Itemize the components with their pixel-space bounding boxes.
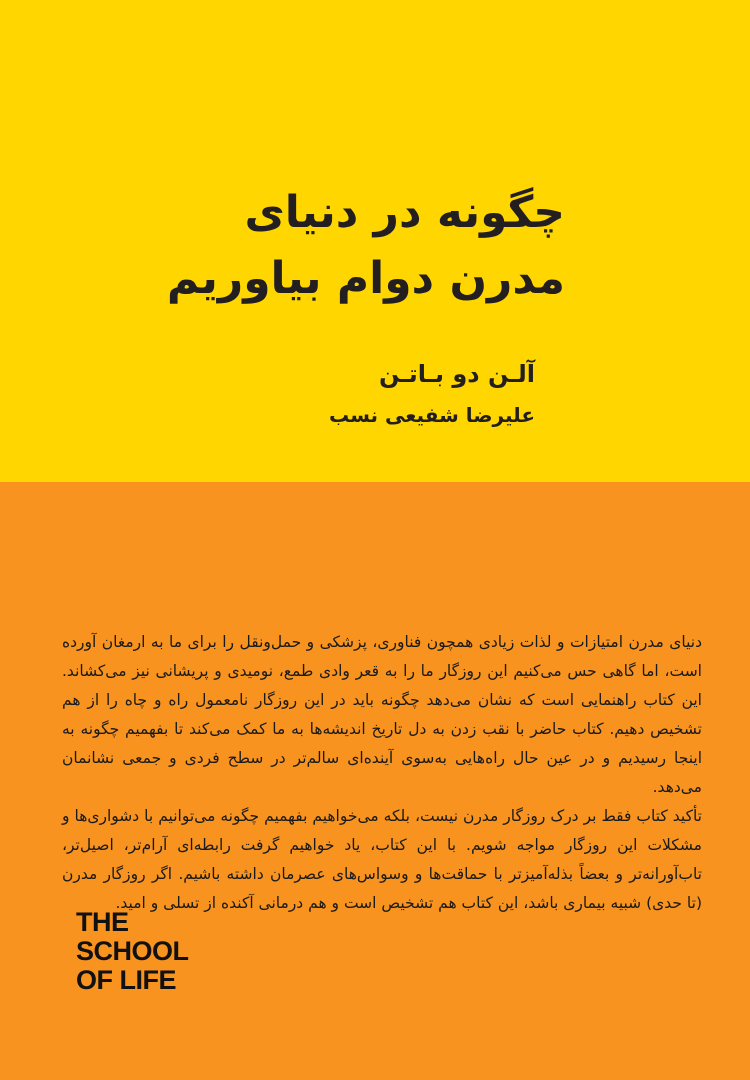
logo-line-1: THE xyxy=(76,907,129,937)
book-title-line-1: چگونه در دنیای xyxy=(244,187,565,238)
logo-line-3: OF LIFE xyxy=(76,965,176,995)
author-name: آلـن دو بـاتـن xyxy=(378,360,535,388)
book-title xyxy=(145,180,565,312)
logo-line-2: SCHOOL xyxy=(76,936,189,966)
book-title-line-2: مدرن دوام بیاوریم xyxy=(166,253,565,304)
translator-name: علیرضا شفیعی نسب xyxy=(329,403,535,427)
book-blurb xyxy=(62,628,702,918)
school-of-life-logo xyxy=(76,908,189,995)
blurb-paragraph-2: تأکید کتاب فقط بر درک روزگار مدرن نیست، بلکه می‌خواهیم بفهمیم چگونه می‌توانیم با دشواری‌ها و مشکلات این روزگار مواجه شویم. با این کتاب، یاد خواهیم گرفت رابطه‌ای آرام‌تر، اصیل‌تر، تاب‌آورانه‌تر و بعضاً بذله‌آمیزتر با حماقت‌ها و وسواس‌های عصرمان داشته باشیم. اگر روزگار مدرن (تا حدی) شبیه بیماری باشد، این کتاب هم تشخیص است و هم درمانی آکنده از تسلی و امید. xyxy=(62,807,702,912)
blurb-paragraph-1: دنیای مدرن امتیازات و لذات زیادی همچون فناوری، پزشکی و حمل‌ونقل را برای ما به ارمغان آورده است، اما گاهی حس می‌کنیم این روزگار ما را به قعر وادی طمع، نومیدی و پریشانی نیز می‌کشاند. این کتاب راهنمایی است که نشان می‌دهد چگونه باید در این روزگار نامعمول راه و چاه را از هم تشخیص دهیم. کتاب حاضر با نقب زدن به دل تاریخ اندیشه‌ها به ما کمک می‌کند تا بفهمیم چگونه به اینجا رسیدیم و در عین حال راه‌هایی به‌سوی آینده‌ای سالم‌تر در سطح فردی و جمعی نشانمان می‌دهد. xyxy=(62,633,702,796)
